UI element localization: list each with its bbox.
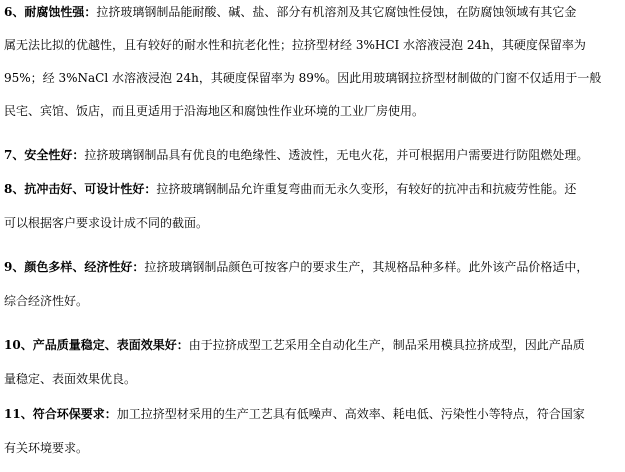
paragraph-11-line-2 [4, 438, 622, 458]
paragraph-6-text-4: 民宅、宾馆、饭店，而且更适用于沿海地区和腐蚀性作业环境的工业厂房使用。 [4, 104, 425, 118]
paragraph-7-text-1: 拉挤玻璃钢制品具有优良的电绝缘性、透波性，无电火花，并可根据用户需要进行防阻燃处理。 [84, 148, 589, 162]
heading-11: 11、符合环保要求： [4, 407, 117, 421]
paragraph-6-line-3 [4, 68, 622, 88]
paragraph-8-text-2: 可以根据客户要求设计成不同的截面。 [4, 216, 209, 230]
paragraph-11-line-1 [4, 404, 622, 424]
heading-9: 9、颜色多样、经济性好： [4, 260, 145, 274]
heading-7: 7、安全性好： [4, 148, 85, 162]
paragraph-11-text-1: 加工拉挤型材采用的生产工艺具有低噪声、高效率、耗电低、污染性小等特点，符合国家 [116, 407, 585, 421]
paragraph-6-line-2 [4, 35, 622, 55]
heading-10: 10、产品质量稳定、表面效果好： [4, 338, 189, 352]
heading-6: 6、耐腐蚀性强： [4, 5, 97, 19]
paragraph-8-line-1 [4, 179, 622, 199]
paragraph-10-line-2 [4, 369, 622, 389]
paragraph-8-text-1: 拉挤玻璃钢制品允许重复弯曲而无永久变形，有较好的抗冲击和抗疲劳性能。还 [156, 182, 577, 196]
paragraph-9-text-2: 综合经济性好。 [4, 294, 89, 308]
paragraph-9-line-1 [4, 257, 622, 277]
paragraph-11-text-2: 有关环境要求。 [4, 441, 89, 455]
paragraph-6-line-4 [4, 101, 622, 121]
paragraph-7-line-1 [4, 145, 622, 165]
paragraph-6-line-1 [4, 2, 622, 22]
paragraph-8-line-2 [4, 213, 622, 233]
paragraph-9-text-1: 拉挤玻璃钢制品颜色可按客户的要求生产，其规格品种多样。此外该产品价格适中， [144, 260, 589, 274]
heading-8: 8、抗冲击好、可设计性好： [4, 182, 157, 196]
paragraph-9-line-2 [4, 291, 622, 311]
paragraph-10-text-1: 由于拉挤成型工艺采用全自动化生产，制品采用模具拉挤成型，因此产品质 [188, 338, 585, 352]
paragraph-10-line-1 [4, 335, 622, 355]
paragraph-6-text-1: 拉挤玻璃钢制品能耐酸、碱、盐、部分有机溶剂及其它腐蚀性侵蚀，在防腐蚀领域有其它金 [96, 5, 577, 19]
paragraph-6-text-3: 95%；经 3%NaCl 水溶液浸泡 24h，其硬度保留率为 89%。因此用玻璃钢拉挤型材制做的门窗不仅适用于一般 [4, 71, 602, 85]
paragraph-10-text-2: 量稳定、表面效果优良。 [4, 372, 137, 386]
paragraph-6-text-2: 属无法比拟的优越性，且有较好的耐水性和抗老化性；拉挤型材经 3%HCI 水溶液浸泡 24h，其硬度保留率为 [4, 38, 586, 52]
